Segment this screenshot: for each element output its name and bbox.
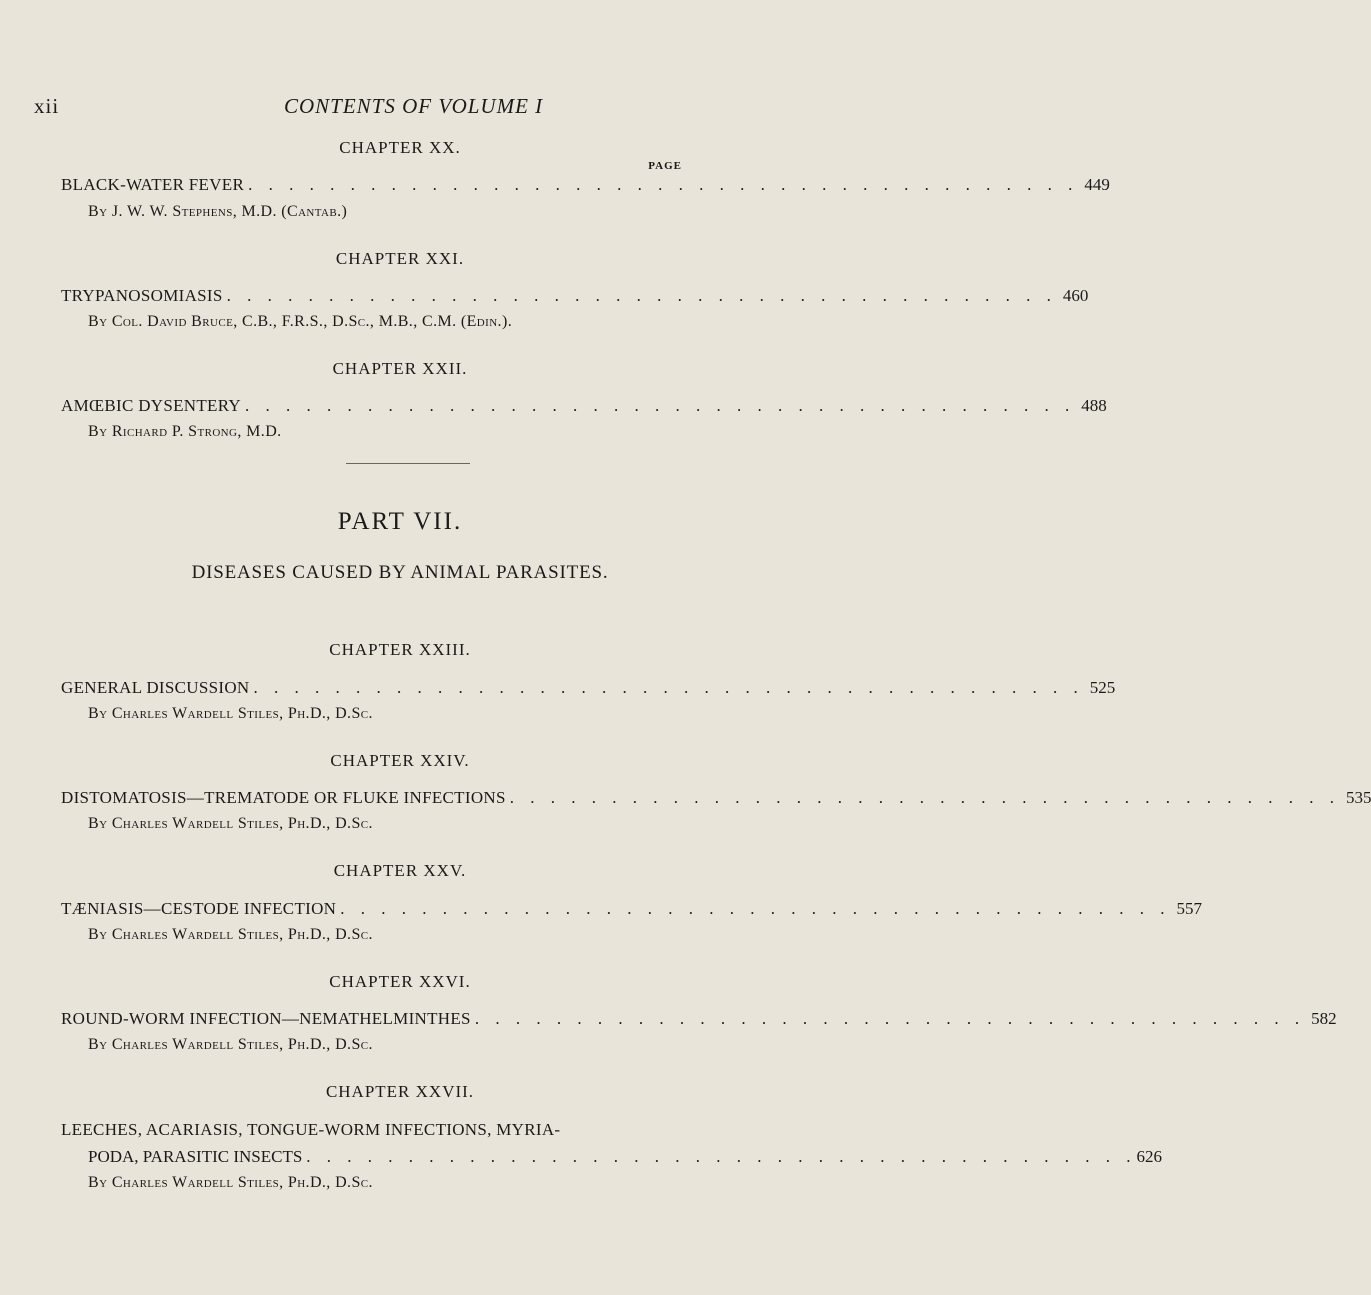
leader-dots: . . . . . . . . . . . . . . . . . . . . . . . . . . . . . . . . . . . . . . . . . [306, 1147, 1137, 1166]
entry-title-line2: PODA, PARASITIC INSECTS [88, 1147, 303, 1166]
leader-dots: . . . . . . . . . . . . . . . . . . . . . . . . . . . . . . . . . . . . . . . . . [226, 286, 1057, 305]
toc-entry [61, 1120, 682, 1140]
entry-page: 626 [1136, 1147, 1163, 1166]
running-title: CONTENTS OF VOLUME I [284, 94, 544, 118]
toc-entry [61, 788, 1371, 808]
section-divider [346, 463, 470, 464]
entry-title: AMŒBIC DYSENTERY [61, 396, 242, 415]
part-title: PART VII. [337, 508, 463, 535]
entry-author: By Richard P. Strong, M.D. [88, 423, 282, 440]
leader-dots: . . . . . . . . . . . . . . . . . . . . . . . . . . . . . . . . . . . . . . . . . [248, 175, 1079, 194]
chapter-heading: CHAPTER XXII. [332, 359, 468, 378]
entry-page: 582 [1311, 1009, 1337, 1028]
toc-entry [61, 396, 1107, 416]
toc-entry [61, 678, 1116, 698]
entry-page: 525 [1089, 678, 1116, 697]
entry-page: 488 [1081, 396, 1107, 415]
running-head [34, 94, 740, 124]
page-number: xii [34, 94, 60, 118]
chapter-heading: CHAPTER XX. [339, 138, 461, 157]
entry-title: GENERAL DISCUSSION [61, 678, 250, 697]
chapter-heading: CHAPTER XXVII. [325, 1082, 475, 1101]
chapter-heading: CHAPTER XXIV. [330, 751, 470, 770]
entry-page: 535 [1345, 788, 1371, 807]
leader-dots: . . . . . . . . . . . . . . . . . . . . . . . . . . . . . . . . . . . . . . . . . [474, 1009, 1306, 1028]
entry-page: 557 [1176, 899, 1202, 918]
entry-title: TÆNIASIS—CESTODE INFECTION [61, 899, 337, 918]
entry-title-line1: LEECHES, ACARIASIS, TONGUE-WORM INFECTIONS, MYRIA- [61, 1120, 561, 1139]
toc-entry [61, 899, 1202, 919]
chapter-heading: CHAPTER XXIII. [329, 640, 471, 659]
chapter-heading: CHAPTER XXI. [335, 249, 465, 268]
entry-title: DISTOMATOSIS—TREMATODE OR FLUKE INFECTIONS [61, 788, 506, 807]
page-column-label: PAGE [648, 160, 682, 172]
toc-entry [61, 1009, 1337, 1029]
entry-page: 449 [1084, 175, 1110, 194]
toc-entry [61, 286, 1089, 306]
entry-author: By Charles Wardell Stiles, Ph.D., D.Sc. [88, 926, 373, 943]
chapter-heading: CHAPTER XXVI. [329, 972, 471, 991]
entry-author: By Charles Wardell Stiles, Ph.D., D.Sc. [88, 1036, 373, 1053]
entry-title: TRYPANOSOMIASIS [61, 286, 223, 305]
entry-title: ROUND-WORM INFECTION—NEMATHELMINTHES [61, 1009, 471, 1028]
leader-dots: . . . . . . . . . . . . . . . . . . . . . . . . . . . . . . . . . . . . . . . . . [340, 899, 1171, 918]
chapter-heading: CHAPTER XXV. [333, 861, 467, 880]
entry-author: By Col. David Bruce, C.B., F.R.S., D.Sc., M.B., C.M. (Edin.). [88, 313, 513, 330]
entry-author: By Charles Wardell Stiles, Ph.D., D.Sc. [88, 1174, 373, 1191]
entry-author: By Charles Wardell Stiles, Ph.D., D.Sc. [88, 705, 373, 722]
entry-page: 460 [1062, 286, 1089, 305]
toc-entry [61, 175, 1110, 195]
entry-author: By Charles Wardell Stiles, Ph.D., D.Sc. [88, 815, 373, 832]
leader-dots: . . . . . . . . . . . . . . . . . . . . . . . . . . . . . . . . . . . . . . . . . [253, 678, 1084, 697]
leader-dots: . . . . . . . . . . . . . . . . . . . . . . . . . . . . . . . . . . . . . . . . . [245, 396, 1076, 415]
toc-entry-continuation [88, 1147, 1163, 1167]
part-subtitle: DISEASES CAUSED BY ANIMAL PARASITES. [191, 562, 609, 583]
entry-title: BLACK-WATER FEVER [61, 175, 245, 194]
entry-author: By J. W. W. Stephens, M.D. (Cantab.) [88, 203, 348, 220]
leader-dots: . . . . . . . . . . . . . . . . . . . . . . . . . . . . . . . . . . . . . . . . . [509, 788, 1340, 807]
